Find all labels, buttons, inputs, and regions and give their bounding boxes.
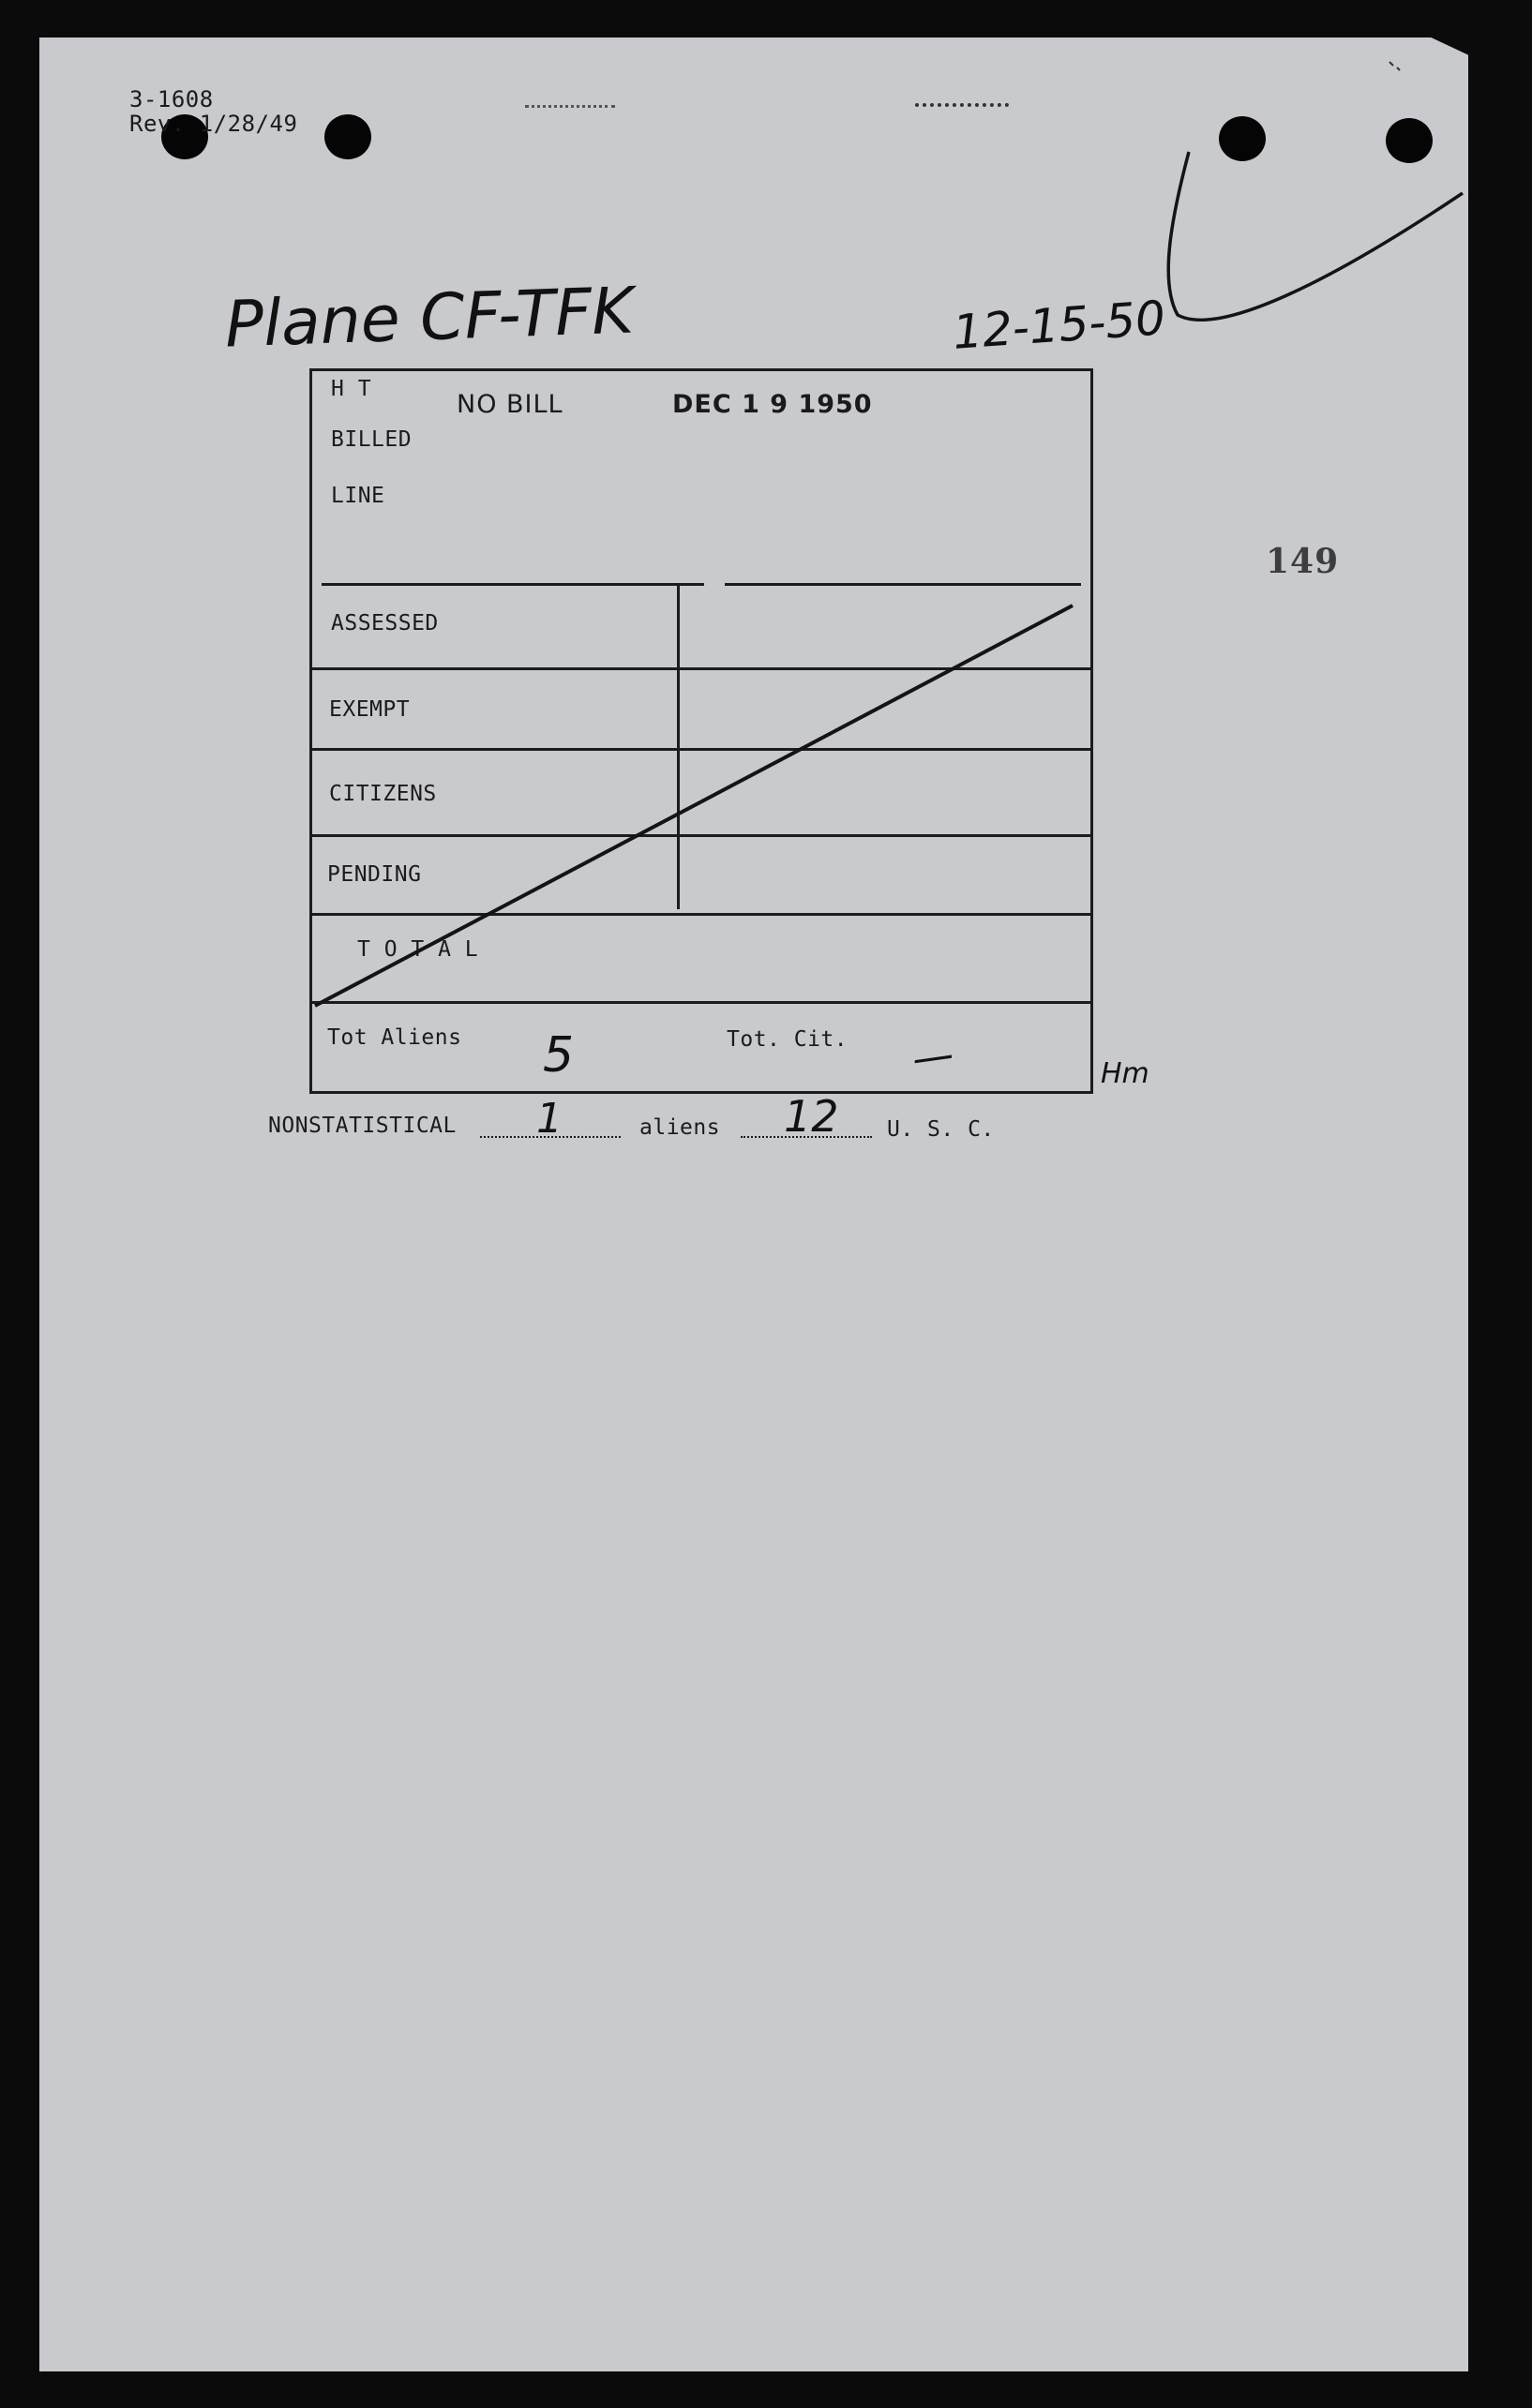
- billed-label: BILLED: [331, 427, 413, 452]
- initials-handwritten: Hm: [1101, 1057, 1149, 1090]
- tot-cit-label: Tot. Cit.: [727, 1027, 849, 1052]
- no-bill-stamp: NO BILL: [457, 390, 563, 419]
- date-stamp: DEC 1 9 1950: [672, 390, 873, 419]
- punch-hole: [324, 114, 371, 159]
- form-number: 3-1608: [129, 86, 214, 112]
- top-dash-marks: [915, 103, 1009, 110]
- page-number-stamp: 149: [1266, 542, 1340, 581]
- row-divider: [312, 748, 1090, 751]
- line-label: LINE: [331, 484, 385, 508]
- section-divider: [725, 583, 1081, 586]
- assessed-label: ASSESSED: [331, 611, 439, 636]
- row-divider: [312, 667, 1090, 670]
- ht-label: H T: [331, 377, 372, 401]
- top-dash-marks: [525, 105, 615, 111]
- tot-cit-value: —: [909, 1030, 957, 1084]
- punch-hole: [1386, 118, 1433, 163]
- date-handwritten: 12-15-50: [951, 291, 1167, 360]
- form-revision: Rev. 1/28/49: [129, 111, 298, 137]
- form-box: [309, 368, 1093, 1094]
- nonstat-aliens-value: 1: [536, 1095, 563, 1143]
- section-divider: [322, 583, 704, 586]
- plane-id-handwritten: Plane CF-TFK: [223, 274, 636, 363]
- row-divider: [312, 1001, 1090, 1004]
- punch-hole: [1219, 116, 1266, 161]
- aliens-label: aliens: [639, 1115, 721, 1140]
- tot-aliens-value: 5: [543, 1027, 575, 1084]
- pending-label: PENDING: [327, 862, 422, 887]
- nonstatistical-label: NONSTATISTICAL: [268, 1114, 457, 1138]
- row-divider: [312, 834, 1090, 837]
- row-divider: [312, 913, 1090, 916]
- column-divider: [677, 585, 680, 909]
- usc-label: U. S. C.: [887, 1117, 995, 1142]
- nonstat-usc-value: 12: [784, 1091, 839, 1142]
- citizens-label: CITIZENS: [329, 782, 437, 806]
- total-label: T O T A L: [357, 937, 479, 962]
- exempt-label: EXEMPT: [329, 697, 411, 722]
- tot-aliens-label: Tot Aliens: [327, 1025, 462, 1050]
